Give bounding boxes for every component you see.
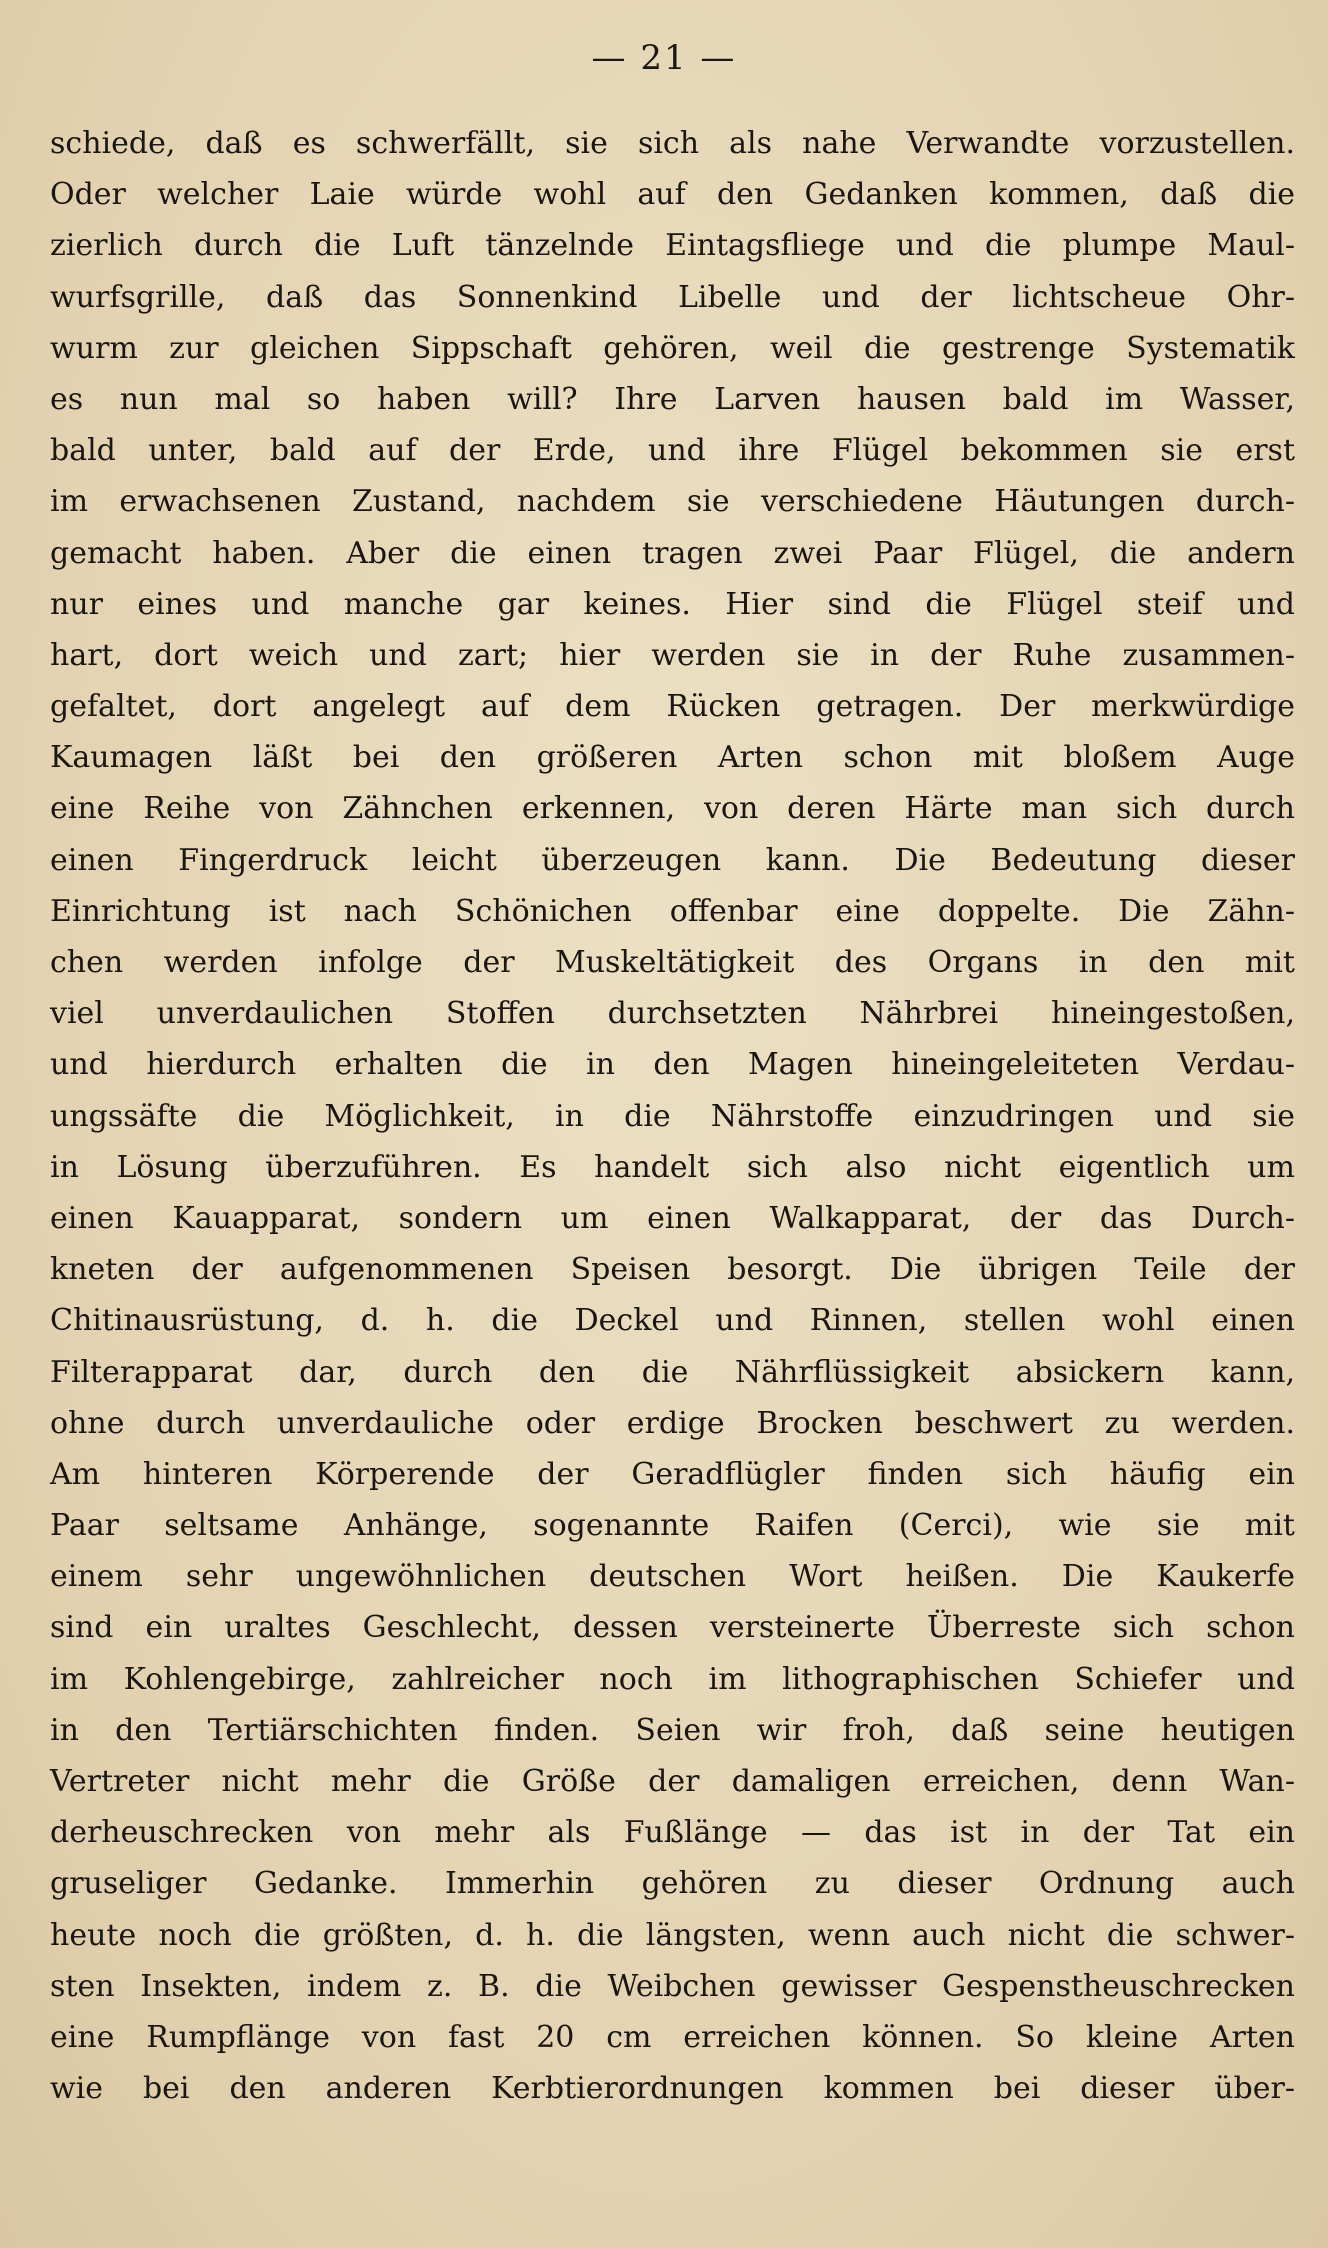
text-line: bald unter, bald auf der Erde, und ihre Flügel bekommen sie erst xyxy=(50,433,1295,469)
text-line: wie bei den anderen Kerbtierordnungen kommen bei dieser über- xyxy=(50,2071,1295,2107)
text-line: schiede, daß es schwerfällt, sie sich als nahe Verwandte vorzustellen. xyxy=(50,126,1295,161)
text-line: derheuschrecken von mehr als Fußlänge — das ist in der Tat ein xyxy=(50,1815,1295,1851)
text-line: in den Tertiärschichten finden. Seien wir froh, daß seine heutigen xyxy=(50,1712,1295,1748)
text-line: einem sehr ungewöhnlichen deutschen Wort heißen. Die Kaukerfe xyxy=(50,1559,1295,1595)
text-line: hart, dort weich und zart; hier werden sie in der Ruhe zusammen- xyxy=(50,637,1295,673)
text-line: im erwachsenen Zustand, nachdem sie verschiedene Häutungen durch- xyxy=(50,484,1295,520)
text-line: Filterapparat dar, durch den die Nährflüssigkeit absickern kann, xyxy=(50,1354,1295,1390)
text-line: einen Kauapparat, sondern um einen Walkapparat, der das Durch- xyxy=(50,1200,1295,1236)
text-line: kneten der aufgenommenen Speisen besorgt. Die übrigen Teile der xyxy=(50,1252,1295,1288)
text-line: Vertreter nicht mehr die Größe der damaligen erreichen, denn Wan- xyxy=(50,1764,1295,1799)
text-line: gefaltet, dort angelegt auf dem Rücken getragen. Der merkwürdige xyxy=(50,689,1295,725)
text-line: eine Rumpflänge von fast 20 cm erreichen können. So kleine Arten xyxy=(50,2019,1295,2055)
text-line: einen Fingerdruck leicht überzeugen kann. Die Bedeutung dieser xyxy=(50,842,1295,878)
text-line: Paar seltsame Anhänge, sogenannte Raifen (Cerci), wie sie mit xyxy=(50,1508,1295,1544)
text-line: Am hinteren Körperende der Geradflügler finden sich häufig ein xyxy=(50,1456,1295,1492)
text-line: wurfsgrille, daß das Sonnenkind Libelle und der lichtscheue Ohr- xyxy=(50,279,1295,315)
text-line: sten Insekten, indem z. B. die Weibchen gewisser Gespenstheuschrecken xyxy=(50,1968,1295,2004)
page-number-header: — 21 — xyxy=(591,38,737,78)
text-line: zierlich durch die Luft tänzelnde Eintagsfliege und die plumpe Maul- xyxy=(50,228,1295,264)
text-line: ohne durch unverdauliche oder erdige Brocken beschwert zu werden. xyxy=(50,1405,1295,1441)
text-line: viel unverdaulichen Stoffen durchsetzten Nährbrei hineingestoßen, xyxy=(50,996,1295,1032)
text-line: wurm zur gleichen Sippschaft gehören, weil die gestrenge Systematik xyxy=(50,330,1295,366)
text-line: heute noch die größten, d. h. die längsten, wenn auch nicht die schwer- xyxy=(50,1917,1295,1953)
text-line: im Kohlengebirge, zahlreicher noch im lithographischen Schiefer und xyxy=(50,1661,1295,1697)
text-line: chen werden infolge der Muskeltätigkeit des Organs in den mit xyxy=(50,945,1295,980)
text-line: Kaumagen läßt bei den größeren Arten schon mit bloßem Auge xyxy=(50,740,1295,776)
text-line: in Lösung überzuführen. Es handelt sich also nicht eigentlich um xyxy=(50,1149,1295,1185)
text-line: es nun mal so haben will? Ihre Larven hausen bald im Wasser, xyxy=(50,381,1295,417)
text-line: ungssäfte die Möglichkeit, in die Nährstoffe einzudringen und sie xyxy=(50,1098,1295,1134)
text-line: Oder welcher Laie würde wohl auf den Gedanken kommen, daß die xyxy=(50,177,1295,213)
text-line: Einrichtung ist nach Schönichen offenbar eine doppelte. Die Zähn- xyxy=(50,893,1295,929)
body-text xyxy=(50,118,1295,2114)
text-line: und hierdurch erhalten die in den Magen hineingeleiteten Verdau- xyxy=(50,1047,1295,1083)
text-line: nur eines und manche gar keines. Hier sind die Flügel steif und xyxy=(50,586,1295,622)
text-line: Chitinausrüstung, d. h. die Deckel und Rinnen, stellen wohl einen xyxy=(50,1303,1295,1339)
text-line: eine Reihe von Zähnchen erkennen, von deren Härte man sich durch xyxy=(50,791,1295,827)
text-line: gemacht haben. Aber die einen tragen zwei Paar Flügel, die andern xyxy=(50,535,1295,571)
text-line: sind ein uraltes Geschlecht, dessen versteinerte Überreste sich schon xyxy=(50,1610,1295,1646)
text-line: gruseliger Gedanke. Immerhin gehören zu dieser Ordnung auch xyxy=(50,1866,1295,1902)
